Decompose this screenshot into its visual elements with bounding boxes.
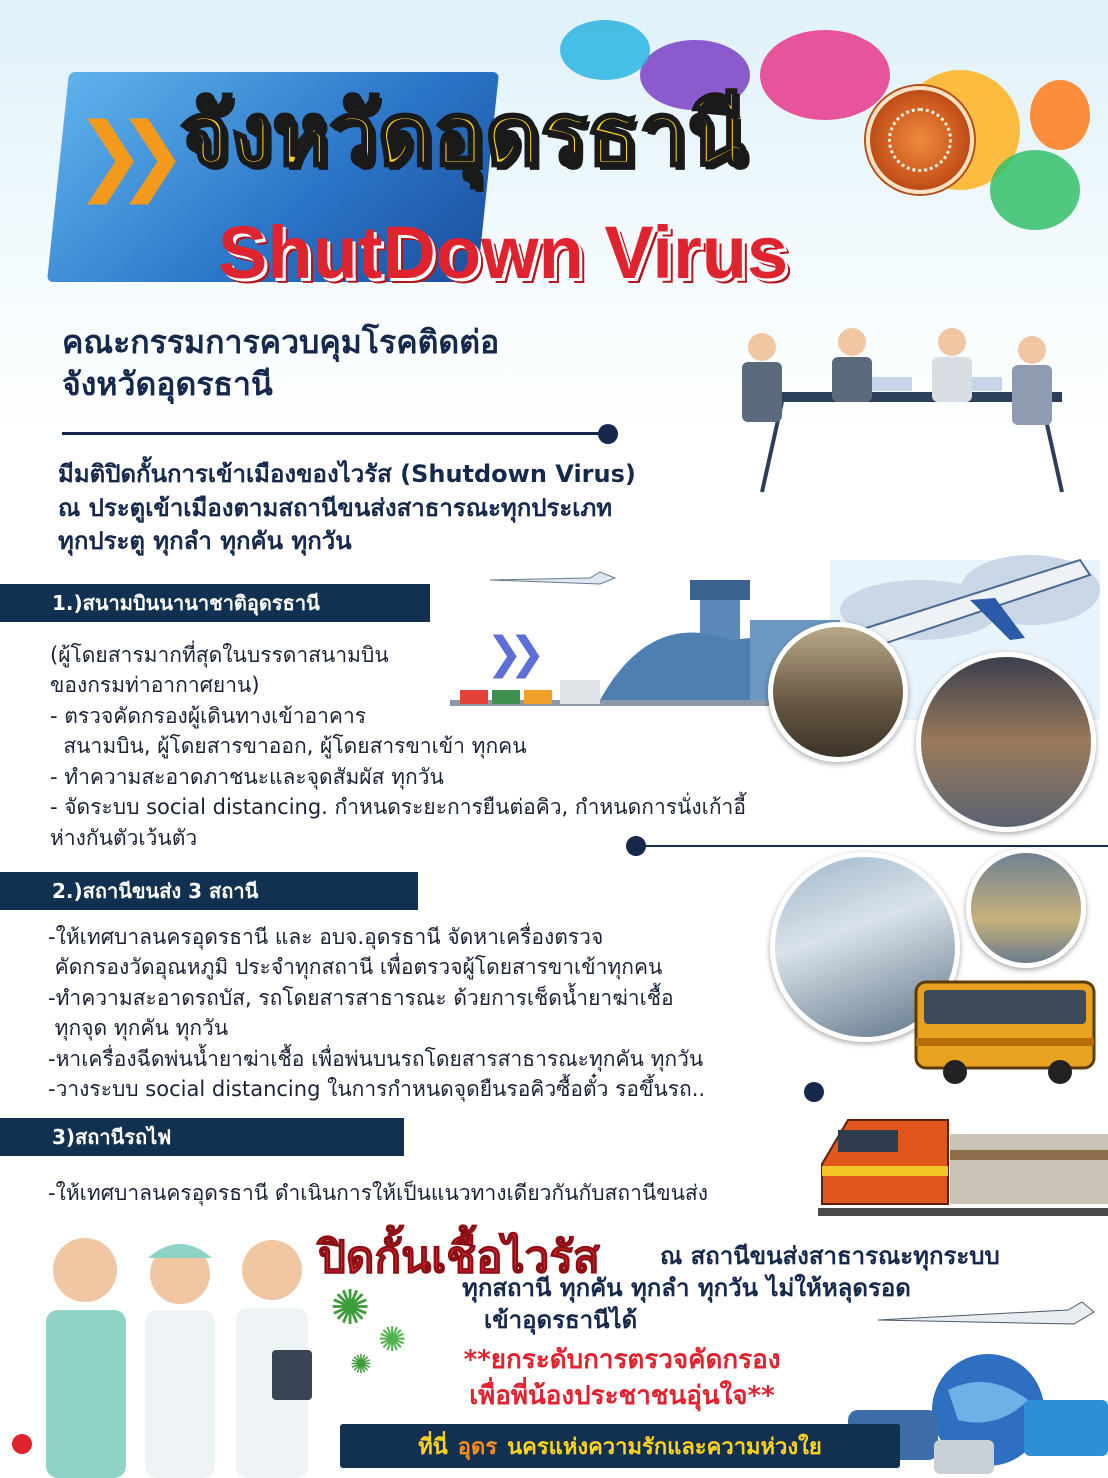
section-bus-header bbox=[0, 872, 418, 910]
subtitle: ShutDown Virus bbox=[218, 211, 789, 294]
closing-line-2: ทุกสถานี ทุกคัน ทุกลำ ทุกวัน ไม่ให้หลุดรอด bbox=[462, 1274, 911, 1302]
section-airport-body bbox=[50, 640, 870, 853]
train-line: -ให้เทศบาลนครอุดรธานี ดำเนินการให้เป็นแนวทางเดียวกันกับสถานีขนส่ง bbox=[48, 1181, 708, 1205]
section-airport-title: 1.)สนามบินนานาชาติอุดรธานี bbox=[52, 591, 320, 615]
section-train-header bbox=[0, 1118, 404, 1156]
section-bus-title: 2.)สถานีขนส่ง 3 สถานี bbox=[52, 879, 259, 903]
committee-line-1: คณะกรรมการควบคุมโรคติดต่อ bbox=[62, 323, 500, 361]
footer-part-4: ความรักและความห่วงใย bbox=[588, 1434, 822, 1460]
divider-line bbox=[62, 432, 602, 435]
bus-line: -ให้เทศบาลนครอุดรธานี และ อบจ.อุดรธานี จัดหาเครื่องตรวจ bbox=[48, 925, 604, 949]
province-seal bbox=[866, 86, 974, 194]
footer-banner bbox=[340, 1424, 900, 1468]
bus-line: -หาเครื่องฉีดพ่นน้ำยาฆ่าเชื้อ เพื่อพ่นบนรถโดยสารสาธารณะทุกคัน ทุกวัน bbox=[48, 1046, 704, 1071]
bus-spraying-photo bbox=[966, 848, 1086, 968]
committee-heading bbox=[62, 322, 722, 405]
bus-line: ทุกจุด ทุกคัน ทุกวัน bbox=[48, 1016, 229, 1041]
footer-part-2: อุดร bbox=[457, 1434, 498, 1460]
section-train-title: 3)สถานีรถไฟ bbox=[52, 1125, 172, 1149]
virus-icon: ✺ bbox=[350, 1350, 372, 1380]
meeting-illustration bbox=[722, 322, 1077, 502]
airport-line: - จัดระบบ social distancing. กำหนดระยะการยืนต่อคิว, กำหนดการนั่งเก้าอี้ bbox=[50, 795, 746, 820]
section-bus-body bbox=[48, 922, 828, 1105]
splash-decoration bbox=[1030, 80, 1090, 150]
airport-line: ห่างกันตัวเว้นตัว bbox=[50, 825, 198, 850]
emphasis-text bbox=[392, 1342, 852, 1415]
committee-line-2: จังหวัดอุดรธานี bbox=[62, 364, 273, 403]
footer-part-3: นครแห่ง bbox=[507, 1434, 589, 1460]
airport-line: - ทำความสะอาดภาชนะและจุดสัมผัส ทุกวัน bbox=[50, 764, 444, 789]
splash-decoration bbox=[990, 150, 1080, 230]
closing-line-1: ณ สถานีขนส่งสาธารณะทุกระบบ bbox=[660, 1242, 1000, 1270]
intro-line-3: ทุกประตู ทุกลำ ทุกคัน ทุกวัน bbox=[58, 527, 352, 556]
section-airport-header bbox=[0, 584, 430, 622]
bus-line: -ทำความสะอาดรถบัส, รถโดยสารสาธารณะ ด้วยการเช็ดน้ำยาฆ่าเชื้อ bbox=[48, 985, 674, 1010]
virus-icon: ✺ bbox=[378, 1320, 407, 1360]
closing-headline: ปิดกั้นเชื้อไวรัส bbox=[318, 1232, 600, 1283]
section-train-body bbox=[48, 1178, 828, 1208]
chevron-icon: ❯❯ bbox=[486, 628, 532, 679]
chevron-icon: ❯❯ bbox=[74, 105, 159, 205]
footer-part-1: ที่นี่ bbox=[418, 1434, 448, 1460]
airport-line: สนามบิน, ผู้โดยสารขาออก, ผู้โดยสารขาเข้า ทุกคน bbox=[50, 734, 527, 759]
airport-line: ของกรมท่าอากาศยาน) bbox=[50, 673, 260, 698]
airport-line: - ตรวจคัดกรองผู้เดินทางเข้าอาคาร bbox=[50, 703, 367, 728]
splash-decoration bbox=[560, 20, 650, 80]
intro-line-1: มีมติปิดกั้นการเข้าเมืองของไวรัส (Shutdown Virus) bbox=[58, 460, 636, 488]
divider-line bbox=[640, 845, 1108, 847]
emphasis-line-2: เพื่อพี่น้องประชาชนอุ่นใจ** bbox=[469, 1381, 775, 1412]
closing-line-3: เข้าอุดรธานีได้ bbox=[484, 1306, 638, 1334]
airport-line: (ผู้โดยสารมากที่สุดในบรรดาสนามบิน bbox=[50, 643, 389, 667]
emphasis-line-1: **ยกระดับการตรวจคัดกรอง bbox=[463, 1345, 781, 1375]
main-title: จังหวัดอุดรธานี bbox=[180, 85, 747, 185]
medical-staff-illustration bbox=[10, 1230, 330, 1478]
airport-terminal-photo bbox=[916, 652, 1096, 832]
divider-dot bbox=[598, 424, 618, 444]
bus-line: -วางระบบ social distancing ในการกำหนดจุดยืนรอคิวซื้อตั๋ว รอขึ้นรถ.. bbox=[48, 1077, 706, 1102]
train-illustration bbox=[818, 1104, 1108, 1226]
divider-dot bbox=[804, 1082, 824, 1102]
intro-line-2: ณ ประตูเข้าเมืองตามสถานีขนส่งสาธารณะทุกประเภท bbox=[58, 493, 613, 522]
virus-icon: ✺ bbox=[330, 1280, 371, 1336]
bus-illustration bbox=[910, 968, 1100, 1088]
bus-line: คัดกรองวัดอุณหภูมิ ประจำทุกสถานี เพื่อตรวจผู้โดยสารขาเข้าทุกคน bbox=[48, 955, 663, 980]
